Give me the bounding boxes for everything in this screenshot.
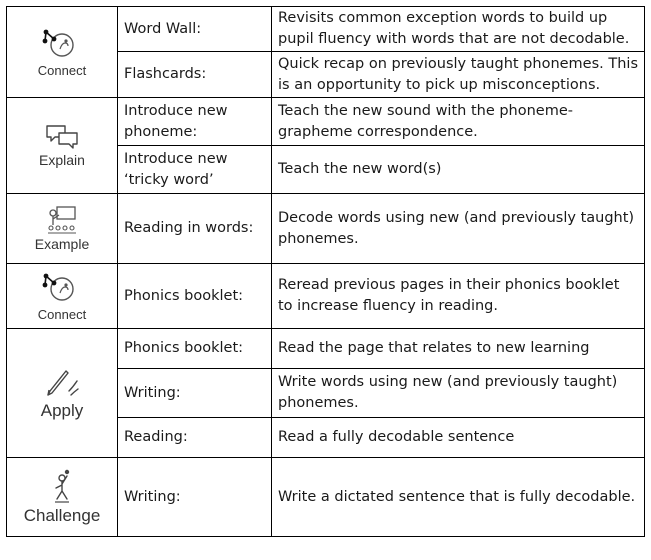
- section-label: Apply: [40, 401, 84, 420]
- step-cell: Introduce new ‘tricky word’: [118, 146, 272, 194]
- connect-icon: [42, 271, 82, 305]
- description-cell: Reread previous pages in their phonics booklet to increase fluency in reading.: [272, 264, 645, 329]
- example-icon: [45, 205, 79, 235]
- description-cell: Write a dictated sentence that is fully decodable.: [272, 458, 645, 537]
- section-cell-explain: [7, 98, 118, 194]
- section-label: Connect: [37, 306, 87, 322]
- explain-icon: [44, 123, 80, 151]
- section-cell-challenge: [7, 458, 118, 537]
- lesson-structure-table: [6, 6, 645, 537]
- description-cell: Write words using new (and previously taught) phonemes.: [272, 369, 645, 418]
- description-cell: Read a fully decodable sentence: [272, 418, 645, 458]
- description-cell: Quick recap on previously taught phonemes. This is an opportunity to pick up misconceptions.: [272, 52, 645, 98]
- section-label: Connect: [37, 62, 87, 78]
- step-cell: Phonics booklet:: [118, 329, 272, 369]
- apply-icon: [42, 365, 82, 399]
- section-cell-connect: [7, 7, 118, 98]
- step-cell: Writing:: [118, 458, 272, 537]
- section-label: Challenge: [23, 506, 101, 525]
- challenge-icon: [45, 468, 79, 504]
- step-cell: Flashcards:: [118, 52, 272, 98]
- table-row: [7, 264, 645, 329]
- step-cell: Writing:: [118, 369, 272, 418]
- step-cell: Word Wall:: [118, 7, 272, 52]
- section-label: Explain: [39, 152, 85, 168]
- step-cell: Phonics booklet:: [118, 264, 272, 329]
- section-cell-example: [7, 194, 118, 264]
- table-row: [7, 98, 645, 146]
- step-cell: Introduce new phoneme:: [118, 98, 272, 146]
- table-row: [7, 194, 645, 264]
- description-cell: Teach the new sound with the phoneme-grapheme correspondence.: [272, 98, 645, 146]
- description-cell: Revisits common exception words to build up pupil fluency with words that are not decodable.: [272, 7, 645, 52]
- table-row: [7, 458, 645, 537]
- section-cell-apply: [7, 329, 118, 458]
- description-cell: Decode words using new (and previously taught) phonemes.: [272, 194, 645, 264]
- step-cell: Reading in words:: [118, 194, 272, 264]
- section-label: Example: [34, 236, 90, 252]
- section-cell-connect: [7, 264, 118, 329]
- table-row: [7, 7, 645, 52]
- step-cell: Reading:: [118, 418, 272, 458]
- connect-icon: [42, 27, 82, 61]
- description-cell: Teach the new word(s): [272, 146, 645, 194]
- table-row: [7, 329, 645, 369]
- description-cell: Read the page that relates to new learning: [272, 329, 645, 369]
